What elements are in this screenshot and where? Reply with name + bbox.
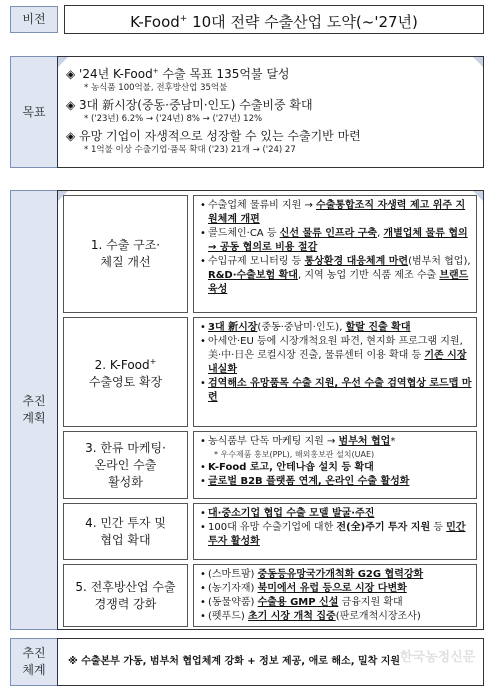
detail-text: (펫푸드) [208,611,248,622]
detail-bullet [200,321,472,335]
strategy-item-title [63,564,188,627]
detail-bullet [200,582,472,596]
detail-text: R&D·수출보험 확대 [208,270,298,281]
goal-note: * ('23년) 6.2% → ('24년) 8% → ('27년) 12% [84,114,263,124]
detail-text: 신선 물류 인프라 구축 [279,228,378,239]
detail-text: 농식품부 단독 마케팅 지원 → [208,436,339,447]
detail-bullet [200,227,472,255]
strategy-title-line: 3. 한류 마케팅· [85,440,166,455]
goal-item [66,129,483,144]
detail-text: (범부처 협업), [408,256,471,267]
strategy-label: 추진 계획 [10,190,58,630]
strategy-title-line: 2. K-Food+ [94,357,157,372]
strategy-item-details [193,317,477,427]
detail-bullet [200,475,472,489]
detail-text: 통상환경 대응체계 마련 [304,256,409,267]
strategy-item-details [193,431,477,499]
detail-text: 100대 유망 수출기업에 대한 [208,522,337,533]
corner-decor-left [58,57,68,67]
detail-note: * 우수제품 홍보(PPL), 해외홍보관 설치(UAE) [214,450,375,459]
detail-text: K-Food 로고, 안테나숍 설치 등 확대 [208,462,374,473]
vision-box [64,5,484,34]
goals-list [66,64,483,156]
detail-text: (판로개척시장조사) [335,611,421,622]
goal-sup: + [152,67,159,75]
detail-bullet [200,255,472,297]
detail-text: (중동·중남미·인도), [257,322,346,333]
strategy-title-line: 수출영토 확장 [88,375,163,389]
detail-text: 브랜드 육성 [208,270,469,295]
detail-bullet [200,568,472,582]
goals-box [57,56,484,168]
diamond-bullet-icon: ◈ [66,98,80,112]
strategy-item-title [63,431,188,499]
detail-text: 중동등유망국가개척화 G2G 협력강화 [257,569,424,580]
detail-text: (스마트팜) [208,569,258,580]
detail-text: 3대 新시장 [208,322,258,333]
goal-item [66,64,483,82]
goal-note: * 1억불 이상 수출기업·품목 확대 ('23) 21개 → ('24) 27 [84,145,296,155]
goal-item [66,98,483,113]
detail-text: 초기 시장 개척 집중 [247,611,336,622]
strategy-item-details [193,503,477,560]
detail-bullet [200,199,472,227]
goal-text-rest: 수출 목표 135억불 달성 [158,67,290,81]
detail-text: (농기자재) [208,583,258,594]
detail-text: (동물약품) [208,597,258,608]
strategy-item-title [63,195,188,313]
vision-label: 비전 [10,6,58,33]
detail-text: 개별업체 물류 협의 → 공동 협의로 비용 절감 [208,228,468,253]
detail-text: , [377,228,384,239]
detail-text: 수출업체 물류비 지원 → [208,200,317,211]
detail-bullet [200,610,472,624]
detail-text: 기존 시장 내실화 [208,350,467,375]
goal-note: * 농식품 100억불, 전후방산업 35억불 [84,83,228,93]
detail-text: 글로벌 B2B 플랫폼 연계, 온라인 수출 활성화 [208,476,410,487]
strategy-title-line: 4. 민간 투자 및 [85,515,166,530]
detail-bullet [200,377,472,405]
strategy-title-line: 활성화 [108,474,143,489]
detail-text: 수입규제 모니터링 등 [208,256,305,267]
watermark: 한국농정신문 [400,650,476,665]
detail-text: 민간 투자 활성화 [208,522,466,547]
diamond-bullet-icon: ◈ [66,129,80,143]
detail-text: 북미에서 유럽 등으로 시장 다변화 [257,583,407,594]
goal-text: '24년 K-Food [79,67,153,81]
detail-text: 전(全)주기 투자 지원 [336,522,431,533]
detail-bullet [200,507,472,521]
strategy-title-line: 체질 개선 [100,255,151,269]
detail-text: 등 [430,522,447,533]
system-label: 추진 체계 [10,638,58,686]
diamond-bullet-icon: ◈ [66,67,80,81]
goal-text: 3대 新시장(중동·중남미·인도) 수출비중 확대 [79,98,313,112]
detail-text: 아세안·EU 등에 시장개척요원 파견, 현지화 프로그램 지원, 美·中·日은 로컬시장 진출, 물류센터 이용 확대 등 [208,336,463,361]
strategy-title-line: 5. 전후방산업 수출 [75,579,176,594]
detail-text: 수출통합조직 자생력 제고 위주 지원체계 개편 [208,200,466,225]
strategy-title-line: 협업 확대 [100,532,151,547]
detail-bullet [200,521,472,549]
detail-text: 검역해소 유망품목 수출 지원, 우선 수출 검역협상 로드맵 마련 [208,378,472,403]
vision-title: K-Food+ 10대 전략 수출산업 도약(~'27년) [130,13,418,31]
strategy-title-line: 1. 수출 구조· [90,238,161,252]
detail-text: 범부처 협업 [338,436,391,447]
corner-decor-right [473,57,483,67]
strategy-item-details [193,564,477,627]
strategy-item-title [63,317,188,427]
detail-text: 금융지원 확대 [338,597,403,608]
detail-bullet [200,335,472,377]
detail-text: 할랄 진출 확대 [345,322,411,333]
detail-text: 수출용 GMP 신설 [257,597,339,608]
detail-text: 콜드체인·CA 등 [208,228,280,239]
goals-label: 목표 [10,56,58,168]
title-sup: + [149,357,157,366]
detail-text: , 지역 농업 기반 식품 제조 수출 [297,270,440,281]
detail-bullet [200,596,472,610]
strategy-item-title [63,503,188,560]
detail-text: * [390,436,396,447]
detail-bullet [200,461,472,475]
strategy-item-details [193,195,477,313]
detail-text: 대·중소기업 협업 수출 모델 발굴·주진 [208,508,375,519]
detail-bullet [200,435,472,449]
system-text: ※ 수출본부 가동, 범부처 협업체계 강화 + 정보 제공, 애로 해소, 밀착 지원 [68,656,401,667]
goal-text: 유망 기업이 자생적으로 성장할 수 있는 수출기반 마련 [79,129,361,143]
strategy-title-line: 경쟁력 강화 [94,596,157,611]
strategy-title-line: 온라인 수출 [94,457,157,472]
